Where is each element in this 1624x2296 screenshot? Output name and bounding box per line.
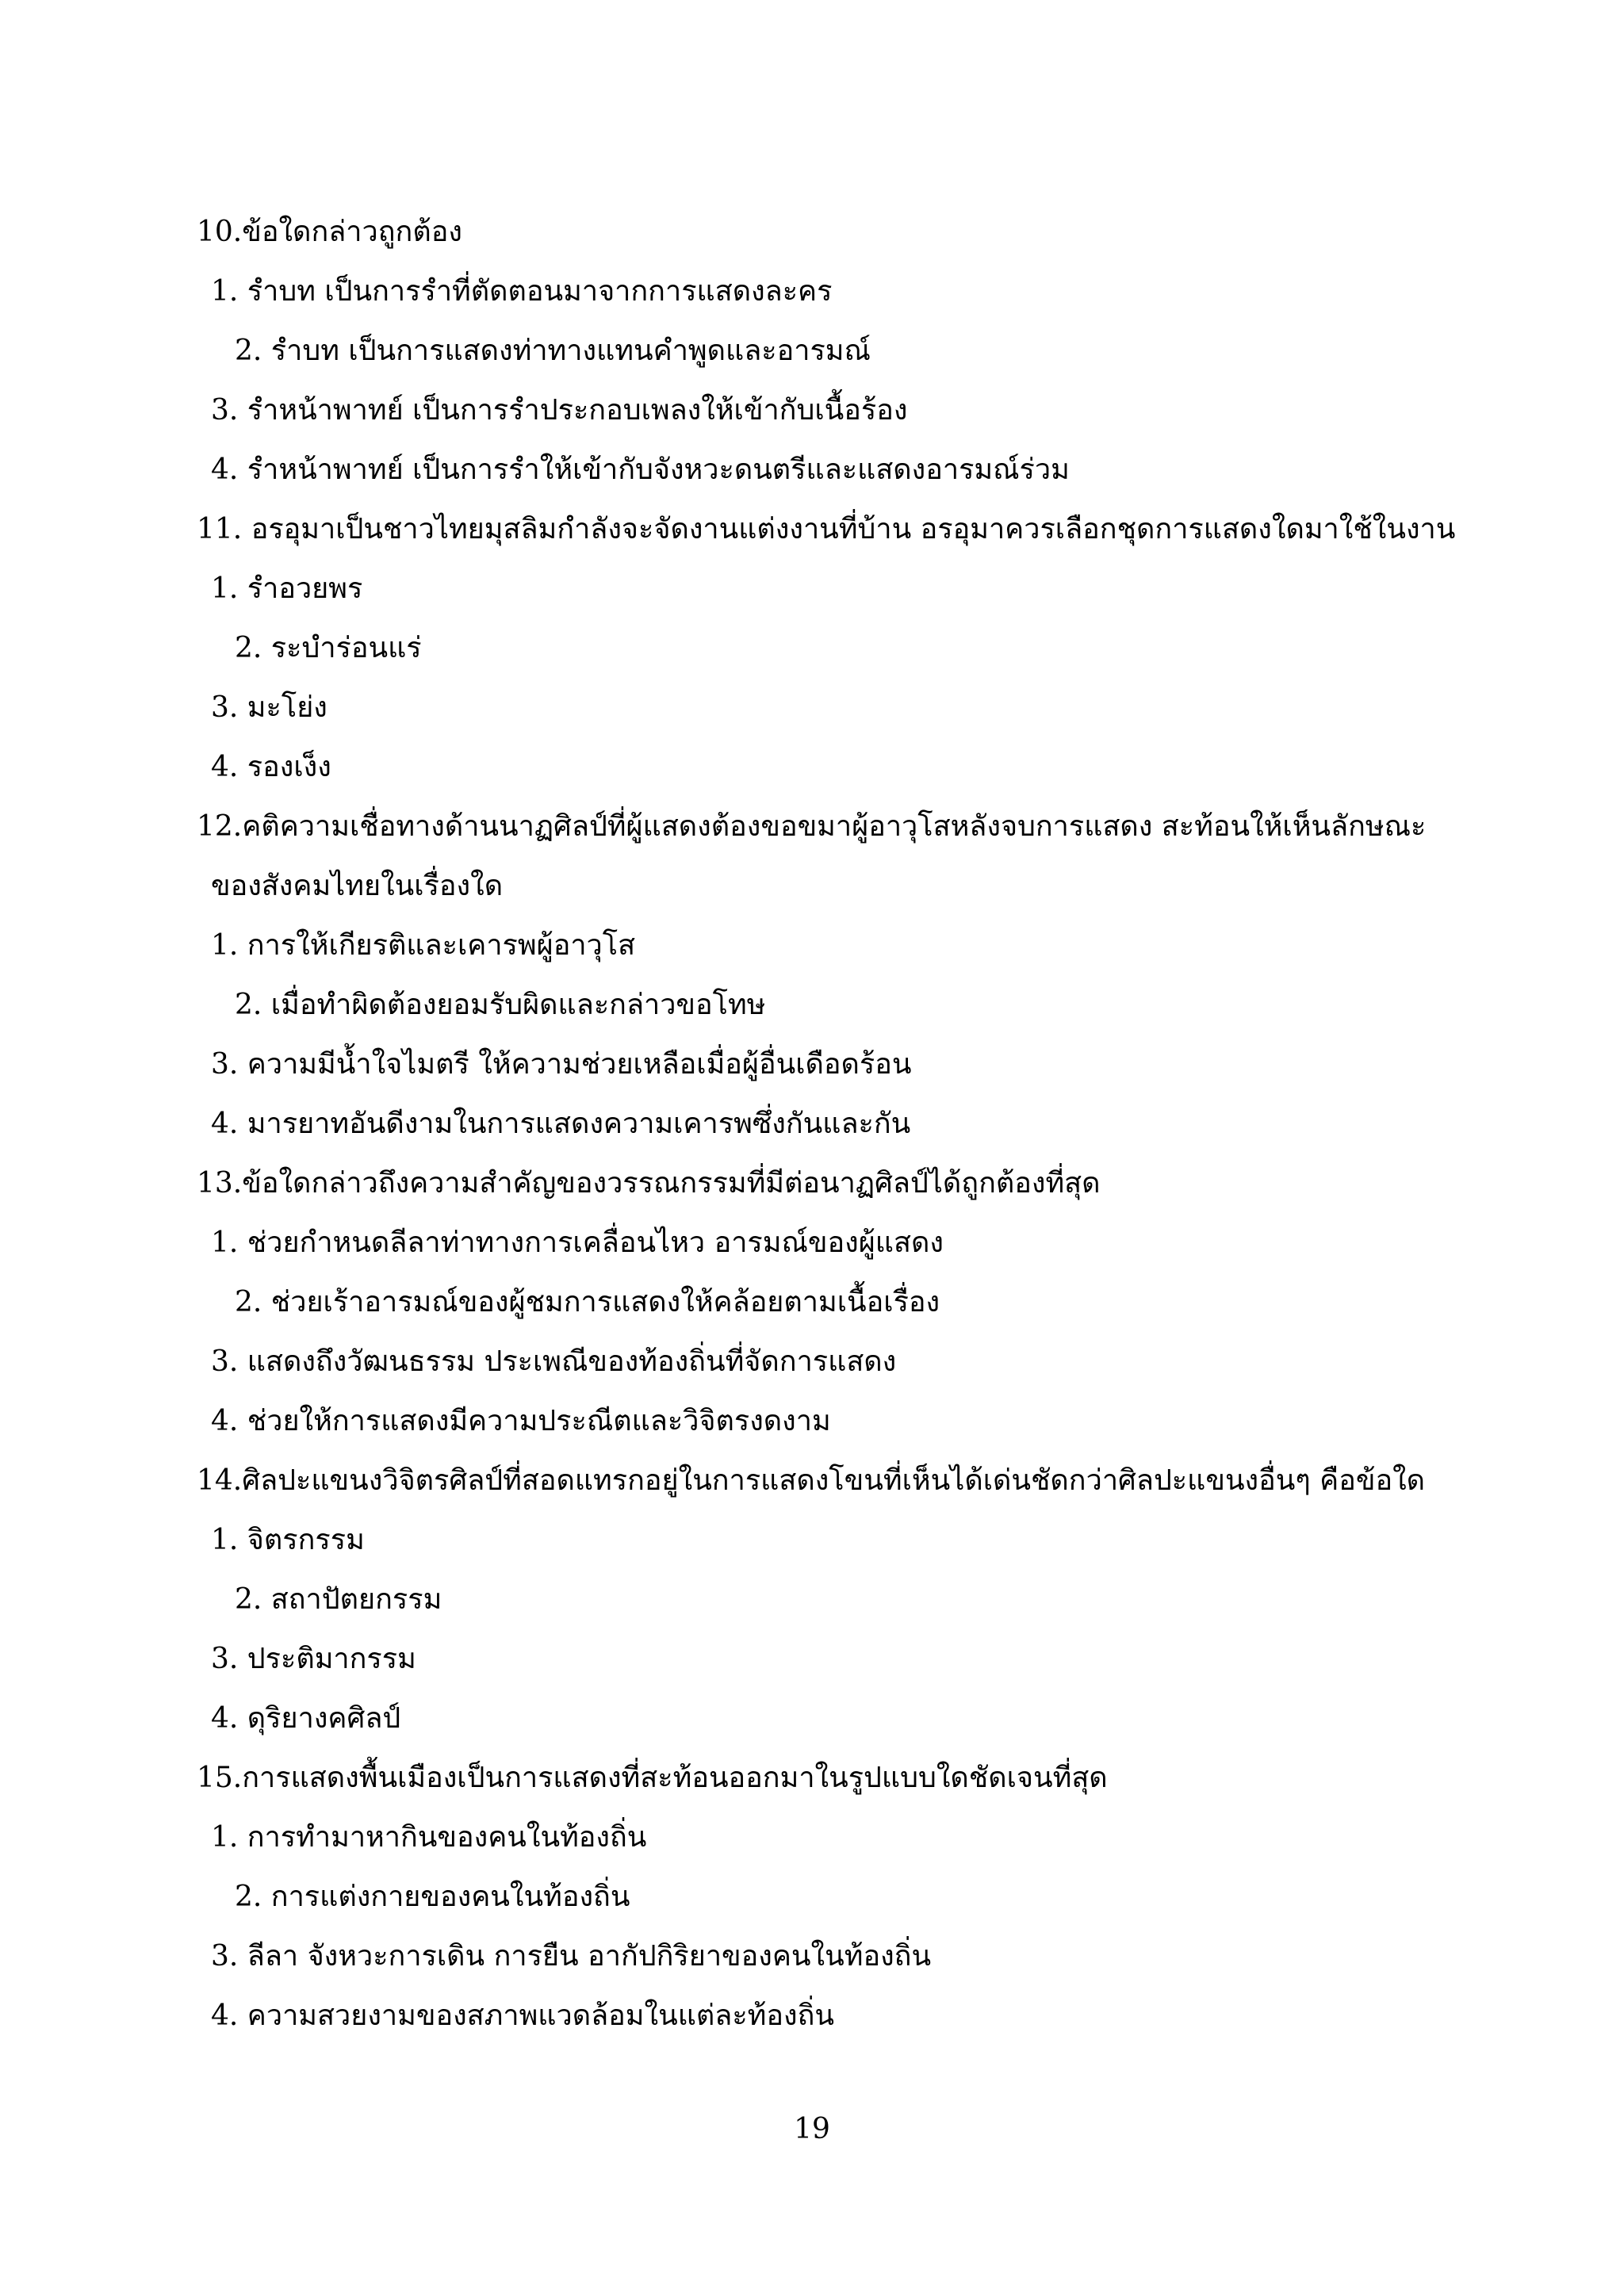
option-11-4: 4. รองเง็ง [211,751,331,783]
option-13-4: 4. ช่วยให้การแสดงมีความประณีตและวิจิตรงดงาม [211,1405,831,1437]
page-number: 19 [794,2113,830,2145]
option-15-1: 1. การทำมาหากินของคนในท้องถิ่น [211,1821,647,1854]
option-11-3: 3. มะโย่ง [211,691,327,724]
option-10-4: 4. รำหน้าพาทย์ เป็นการรำให้เข้ากับจังหวะดนตรีและแสดงอารมณ์ร่วม [211,453,1070,486]
option-12-2: 2. เมื่อทำผิดต้องยอมรับผิดและกล่าวขอโทษ [235,989,766,1021]
option-15-4: 4. ความสวยงามของสภาพแวดล้อมในแต่ละท้องถิ่น [211,1999,835,2032]
option-13-3: 3. แสดงถึงวัฒนธรรม ประเพณีของท้องถิ่นที่จัดการแสดง [211,1345,897,1378]
option-12-1: 1. การให้เกียรติและเคารพผู้อาวุโส [211,929,636,962]
option-14-2: 2. สถาปัตยกรรม [235,1583,442,1616]
option-14-1: 1. จิตรกรรม [211,1524,365,1556]
question-12-continued: ของสังคมไทยในเรื่องใด [211,870,504,902]
question-15: 15.การแสดงพื้นเมืองเป็นการแสดงที่สะท้อนออกมาในรูปแบบใดชัดเจนที่สุด [197,1762,1108,1794]
option-12-3: 3. ความมีน้ำใจไมตรี ให้ความช่วยเหลือเมื่อผู้อื่นเดือดร้อน [211,1048,912,1081]
question-list [197,202,1456,2045]
option-12-4: 4. มารยาทอันดีงามในการแสดงความเคารพซึ่งกันและกัน [211,1108,911,1140]
option-11-2: 2. ระบำร่อนแร่ [235,632,422,664]
option-13-1: 1. ช่วยกำหนดลีลาท่าทางการเคลื่อนไหว อารมณ์ของผู้แสดง [211,1226,944,1259]
option-10-3: 3. รำหน้าพาทย์ เป็นการรำประกอบเพลงให้เข้ากับเนื้อร้อง [211,394,908,427]
option-10-2: 2. รำบท เป็นการแสดงท่าทางแทนคำพูดและอารมณ์ [235,335,871,367]
option-14-4: 4. ดุริยางคศิลป์ [211,1702,401,1735]
question-11: 11. อรอุมาเป็นชาวไทยมุสลิมกำลังจะจัดงานแต่งงานที่บ้าน อรอุมาควรเลือกชุดการแสดงใดมาใช้ในงาน [197,513,1456,545]
question-13: 13.ข้อใดกล่าวถึงความสำคัญของวรรณกรรมที่มีต่อนาฏศิลป์ได้ถูกต้องที่สุด [197,1167,1101,1200]
question-10: 10.ข้อใดกล่าวถูกต้อง [197,216,462,248]
option-13-2: 2. ช่วยเร้าอารมณ์ของผู้ชมการแสดงให้คล้อยตามเนื้อเรื่อง [235,1286,940,1318]
option-14-3: 3. ประติมากรรม [211,1643,416,1675]
option-15-2: 2. การแต่งกายของคนในท้องถิ่น [235,1881,630,1913]
option-15-3: 3. ลีลา จังหวะการเดิน การยืน อากัปกิริยาของคนในท้องถิ่น [211,1940,932,1973]
option-11-1: 1. รำอวยพร [211,572,363,605]
question-12: 12.คติความเชื่อทางด้านนาฏศิลป์ที่ผู้แสดงต้องขอขมาผู้อาวุโสหลังจบการแสดง สะท้อนให้เห็นลักษณะ [197,810,1427,843]
question-14: 14.ศิลปะแขนงวิจิตรศิลป์ที่สอดแทรกอยู่ในการแสดงโขนที่เห็นได้เด่นชัดกว่าศิลปะแขนงอื่นๆ คือข้อใด [197,1464,1426,1497]
option-10-1: 1. รำบท เป็นการรำที่ตัดตอนมาจากการแสดงละคร [211,275,833,308]
